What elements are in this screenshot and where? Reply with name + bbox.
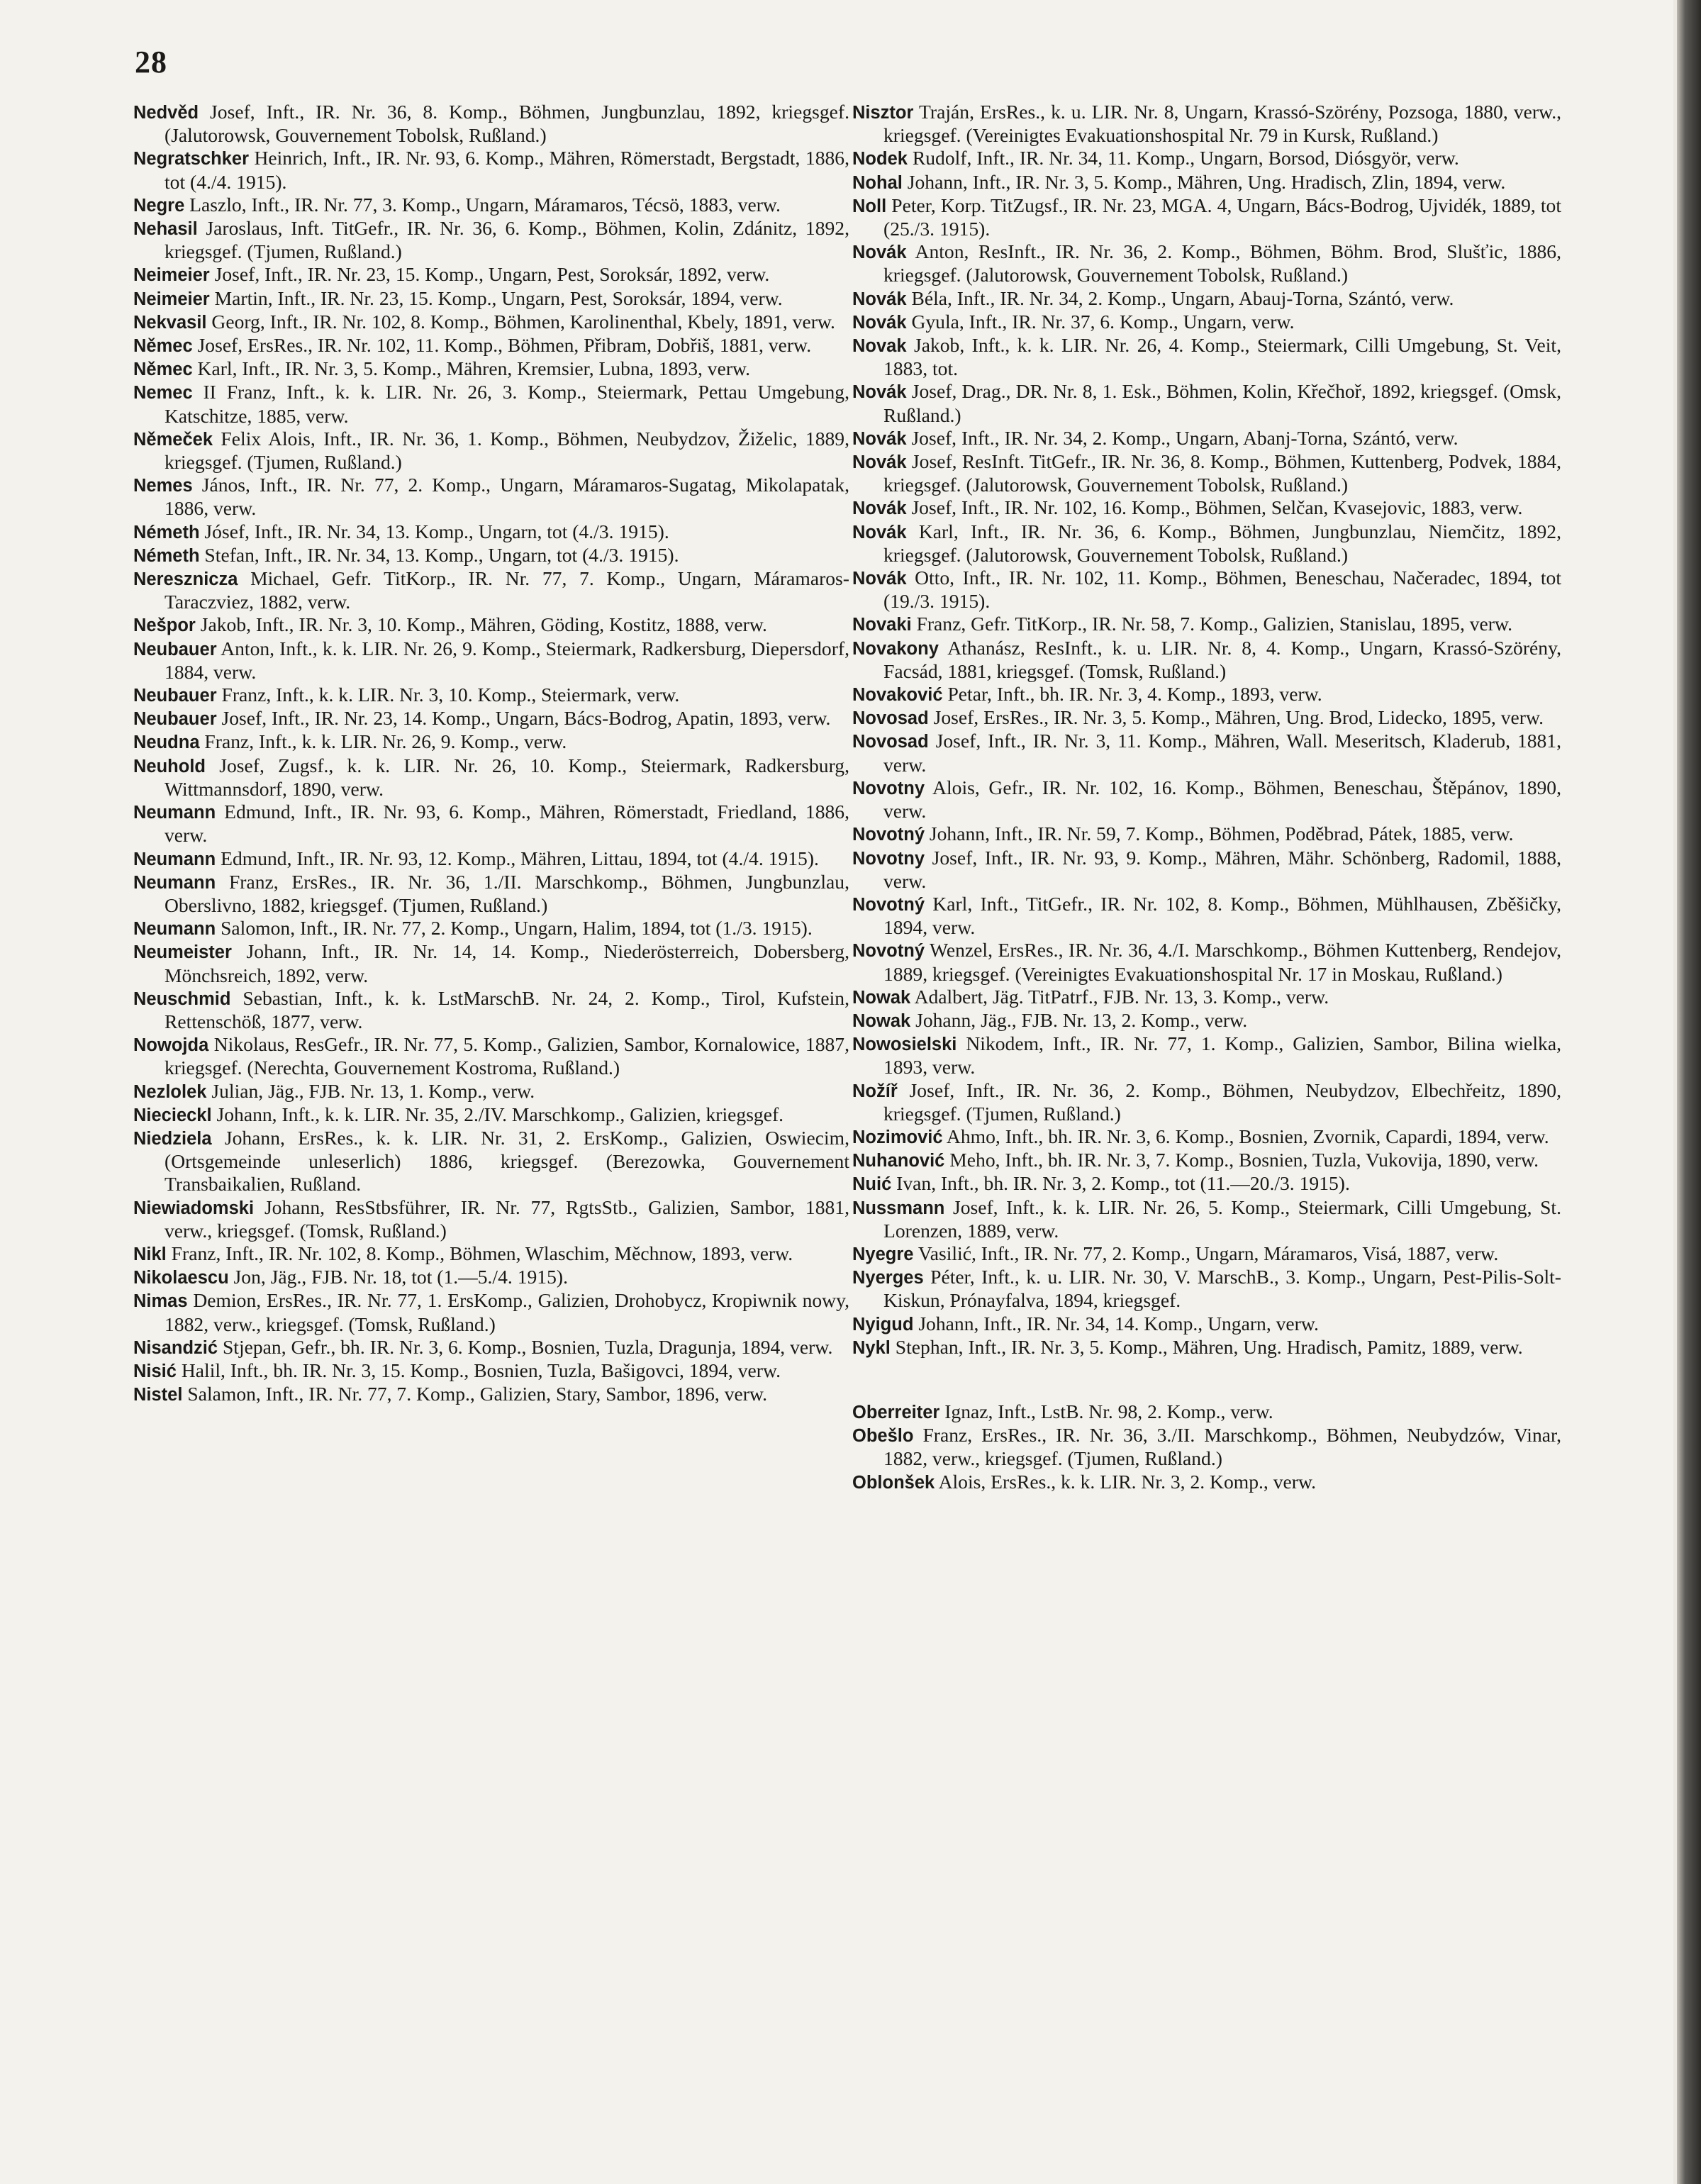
- entry-details: Josef, Inft., IR. Nr. 23, 15. Komp., Ungarn, Pest, Soroksár, 1892, verw.: [209, 263, 770, 286]
- entry-surname: Neumann: [133, 872, 216, 893]
- entry-surname: Neubauer: [133, 709, 217, 730]
- entry-details: Edmund, Inft., IR. Nr. 93, 12. Komp., Mähren, Littau, 1894, tot (4./4. 1915).: [216, 847, 819, 869]
- entry-surname: Němeček: [133, 429, 213, 450]
- entry-surname: Neumann: [133, 849, 216, 869]
- entry-details: Laszlo, Inft., IR. Nr. 77, 3. Komp., Ungarn, Máramaros, Técsö, 1883, verw.: [184, 193, 781, 216]
- list-entry: [852, 683, 1561, 706]
- entry-surname: Novák: [852, 522, 907, 542]
- entry-details: Georg, Inft., IR. Nr. 102, 8. Komp., Böhmen, Karolinenthal, Kbely, 1891, verw.: [206, 310, 835, 333]
- entry-surname: Obešlo: [852, 1426, 914, 1447]
- entry-surname: Neubauer: [133, 639, 217, 659]
- entry-surname: Oberreiter: [852, 1402, 940, 1422]
- list-entry: [852, 1471, 1561, 1494]
- entry-details: Josef, Inft., IR. Nr. 36, 2. Komp., Böhmen, Neubydzov, Elbechřeitz, 1890, kriegsgef. (Tjumen, Rußland.): [883, 1079, 1561, 1125]
- list-entry: [133, 637, 849, 684]
- list-entry: [852, 847, 1561, 893]
- entry-surname: Neresznicza: [133, 569, 238, 590]
- entry-surname: Novák: [852, 289, 907, 309]
- entry-surname: Nisztor: [852, 103, 914, 123]
- entry-surname: Novák: [852, 428, 907, 449]
- entry-details: Alois, ErsRes., k. k. LIR. Nr. 3, 2. Komp., verw.: [935, 1470, 1316, 1493]
- entry-surname: Nekvasil: [133, 312, 207, 333]
- list-entry: [133, 940, 849, 986]
- entry-details: Jaroslaus, Inft. TitGefr., IR. Nr. 36, 6. Komp., Böhmen, Kolin, Zdánitz, 1892, kriegsgef. (Tjumen, Rußland.): [164, 217, 849, 263]
- entry-details: Stjepan, Gefr., bh. IR. Nr. 3, 6. Komp., Bosnien, Tuzla, Dragunja, 1894, verw.: [218, 1335, 833, 1358]
- entry-details: Josef, Inft., IR. Nr. 36, 8. Komp., Böhmen, Jungbunzlau, 1892, kriegsgef. (Jalutorowsk, Gouvernement Tobolsk, Rußland.): [164, 101, 849, 147]
- entry-details: Demion, ErsRes., IR. Nr. 77, 1. ErsKomp., Galizien, Drohobycz, Kropiwnik nowy, 1882, verw., kriegsgef. (Tomsk, Rußland.): [164, 1289, 849, 1335]
- entry-details: Stephan, Inft., IR. Nr. 3, 5. Komp., Mähren, Ung. Hradisch, Pamitz, 1889, verw.: [890, 1335, 1523, 1358]
- entry-details: Otto, Inft., IR. Nr. 102, 11. Komp., Böhmen, Beneschau, Načeradec, 1894, tot (19./3. 1915).: [883, 567, 1561, 613]
- entry-surname: Neuschmid: [133, 988, 231, 1009]
- entry-surname: Nyegre: [852, 1244, 914, 1264]
- entry-details: Peter, Korp. TitZugsf., IR. Nr. 23, MGA. 4, Ungarn, Bács-Bodrog, Ujvidék, 1889, tot (25./3. 1915).: [883, 194, 1561, 240]
- entry-details: Athanász, ResInft., k. u. LIR. Nr. 8, 4. Komp., Ungarn, Krassó-Szörény, Facsád, 1881, kriegsgef. (Tomsk, Rußland.): [883, 636, 1561, 682]
- list-entry: [852, 776, 1561, 823]
- entry-details: Salamon, Inft., IR. Nr. 77, 7. Komp., Galizien, Stary, Sambor, 1896, verw.: [182, 1383, 767, 1405]
- entry-details: Johann, Inft., IR. Nr. 34, 14. Komp., Ungarn, verw.: [913, 1312, 1319, 1335]
- entry-details: Franz, Inft., IR. Nr. 102, 8. Komp., Böhmen, Wlaschim, Měchnow, 1893, verw.: [166, 1242, 793, 1264]
- entry-surname: Niedziela: [133, 1128, 212, 1149]
- list-entry: [852, 311, 1561, 334]
- list-entry: [133, 567, 849, 613]
- entry-details: Karl, Inft., IR. Nr. 3, 5. Komp., Mähren, Kremsier, Lubna, 1893, verw.: [192, 357, 751, 380]
- list-entry: [133, 987, 849, 1033]
- list-entry: [852, 893, 1561, 939]
- right-column: [852, 101, 1561, 1494]
- entry-details: Jakob, Inft., IR. Nr. 3, 10. Komp., Mähren, Göding, Kostitz, 1888, verw.: [195, 613, 767, 636]
- entry-details: Johann, Inft., IR. Nr. 59, 7. Komp., Böhmen, Poděbrad, Pátek, 1885, verw.: [925, 823, 1514, 845]
- entry-details: II Franz, Inft., k. k. LIR. Nr. 26, 3. Komp., Steiermark, Pettau Umgebung, Katschitze, 1885, verw.: [164, 381, 849, 427]
- entry-details: Josef, Inft., IR. Nr. 93, 9. Komp., Mähren, Mähr. Schönberg, Radomil, 1888, verw.: [883, 846, 1561, 892]
- list-entry: [133, 1383, 849, 1406]
- list-entry: [133, 428, 849, 474]
- list-entry: [133, 1266, 849, 1289]
- entry-surname: Nyerges: [852, 1268, 924, 1288]
- entry-details: Michael, Gefr. TitKorp., IR. Nr. 77, 7. Komp., Ungarn, Máramaros-Taraczviez, 1882, verw.: [164, 567, 849, 613]
- entry-details: Josef, Inft., IR. Nr. 3, 11. Komp., Mähren, Wall. Meseritsch, Kladerub, 1881, verw.: [883, 730, 1561, 776]
- list-entry: [133, 1033, 849, 1079]
- entry-surname: Neimeier: [133, 289, 210, 309]
- entry-surname: Nikolaescu: [133, 1268, 229, 1288]
- list-entry: [133, 544, 849, 567]
- list-entry: [852, 496, 1561, 520]
- entry-surname: Novaković: [852, 685, 943, 706]
- list-entry: [852, 1079, 1561, 1125]
- entry-details: Ignaz, Inft., LstB. Nr. 98, 2. Komp., verw.: [939, 1400, 1273, 1422]
- list-entry: [852, 706, 1561, 730]
- entry-details: Nikodem, Inft., IR. Nr. 77, 1. Komp., Galizien, Sambor, Bilina wielka, 1893, verw.: [883, 1032, 1561, 1079]
- entry-surname: Novotný: [852, 825, 925, 845]
- entry-surname: Neimeier: [133, 265, 210, 286]
- entry-surname: Nowak: [852, 1010, 911, 1031]
- list-entry: [133, 707, 849, 730]
- entry-details: Johann, ErsRes., k. k. LIR. Nr. 31, 2. ErsKomp., Galizien, Oswiecim, (Ortsgemeinde unleserlich) 1886, kriegsgef. (Berezowka, Gouvernement Transbaikalien, Rußland.: [164, 1126, 849, 1196]
- entry-surname: Neuhold: [133, 756, 206, 776]
- entry-surname: Nodek: [852, 149, 908, 169]
- entry-surname: Novotny: [852, 848, 925, 869]
- list-entry: [133, 613, 849, 637]
- entry-details: Josef, Inft., IR. Nr. 34, 2. Komp., Ungarn, Abanj-Torna, Szántó, verw.: [906, 426, 1459, 449]
- entry-details: Traján, ErsRes., k. u. LIR. Nr. 8, Ungarn, Krassó-Szörény, Pozsoga, 1880, verw., kriegsgef. (Vereinigtes Evakuationshospital Nr. 79 in Kursk, Rußland.): [883, 101, 1561, 147]
- entry-surname: Novák: [852, 243, 907, 263]
- entry-surname: Nowak: [852, 987, 911, 1008]
- list-entry: [133, 311, 849, 334]
- list-entry: [133, 217, 849, 263]
- entry-surname: Novotny: [852, 778, 925, 798]
- list-entry: [852, 334, 1561, 380]
- entry-details: Petar, Inft., bh. IR. Nr. 3, 4. Komp., 1893, verw.: [942, 683, 1322, 706]
- entry-surname: Novák: [852, 452, 907, 473]
- list-entry: [852, 1313, 1561, 1336]
- list-entry: [852, 380, 1561, 426]
- entry-surname: Németh: [133, 522, 200, 542]
- entry-surname: Novotný: [852, 894, 925, 915]
- entry-surname: Nožíř: [852, 1081, 898, 1101]
- list-entry: [133, 263, 849, 286]
- list-entry: [852, 1424, 1561, 1470]
- list-entry: [133, 287, 849, 311]
- entry-details: Meho, Inft., bh. IR. Nr. 3, 7. Komp., Bosnien, Tuzla, Vukovija, 1890, verw.: [944, 1149, 1539, 1171]
- book-edge-shadow: [1677, 0, 1701, 2184]
- entry-surname: Nemec: [133, 383, 193, 403]
- list-entry: [133, 754, 849, 801]
- list-entry: [133, 520, 849, 544]
- entry-surname: Němec: [133, 360, 193, 380]
- list-entry: [852, 287, 1561, 311]
- entry-details: Johann, Inft., k. k. LIR. Nr. 35, 2./IV. Marschkomp., Galizien, kriegsgef.: [211, 1103, 784, 1125]
- entry-surname: Neubauer: [133, 686, 217, 706]
- list-entry: [133, 1196, 849, 1242]
- entry-details: Karl, Inft., TitGefr., IR. Nr. 102, 8. Komp., Böhmen, Mühlhausen, Zběšičky, 1894, verw.: [883, 892, 1561, 939]
- list-entry: [852, 613, 1561, 636]
- list-entry: [133, 381, 849, 427]
- entry-surname: Nuhanović: [852, 1151, 945, 1171]
- entry-details: Franz, ErsRes., IR. Nr. 36, 1./II. Marschkomp., Böhmen, Jungbunzlau, Oberslivno, 1882, kriegsgef. (Tjumen, Rußland.): [164, 870, 849, 916]
- entry-surname: Neumann: [133, 803, 216, 823]
- entry-details: Jon, Jäg., FJB. Nr. 18, tot (1.—5./4. 1915).: [228, 1266, 568, 1288]
- entry-details: Rudolf, Inft., IR. Nr. 34, 11. Komp., Ungarn, Borsod, Diósgyör, verw.: [907, 147, 1459, 169]
- entry-details: Jósef, Inft., IR. Nr. 34, 13. Komp., Ungarn, tot (4./3. 1915).: [199, 520, 669, 542]
- entry-details: Josef, Inft., IR. Nr. 23, 14. Komp., Ungarn, Bács-Bodrog, Apatin, 1893, verw.: [216, 707, 831, 730]
- entry-surname: Nisandzić: [133, 1337, 218, 1358]
- list-entry: [852, 637, 1561, 683]
- list-entry: [852, 1009, 1561, 1032]
- entry-surname: Nykl: [852, 1337, 891, 1358]
- list-entry: [133, 101, 849, 147]
- list-entry: [852, 1125, 1561, 1149]
- list-entry: [133, 1242, 849, 1266]
- entry-details: Josef, Inft., IR. Nr. 102, 16. Komp., Böhmen, Selčan, Kvasejovic, 1883, verw.: [906, 496, 1523, 519]
- section-gap: [852, 1359, 1561, 1400]
- entry-details: Anton, ResInft., IR. Nr. 36, 2. Komp., Böhmen, Böhm. Brod, Slušťic, 1886, kriegsgef. (Jalutorowsk, Gouvernement Tobolsk, Rußland.): [883, 240, 1561, 286]
- entry-details: Halil, Inft., bh. IR. Nr. 3, 15. Komp., Bosnien, Tuzla, Bašigovci, 1894, verw.: [176, 1359, 781, 1381]
- entry-details: Julian, Jäg., FJB. Nr. 13, 1. Komp., verw.: [206, 1079, 535, 1102]
- entry-surname: Nemes: [133, 476, 193, 496]
- entry-surname: Nehasil: [133, 219, 198, 240]
- entry-details: Martin, Inft., IR. Nr. 23, 15. Komp., Ungarn, Pest, Soroksár, 1894, verw.: [209, 286, 783, 309]
- entry-details: Josef, ErsRes., IR. Nr. 3, 5. Komp., Mähren, Ung. Brod, Lidecko, 1895, verw.: [928, 706, 1544, 729]
- entry-surname: Nistel: [133, 1385, 183, 1405]
- list-entry: [852, 194, 1561, 240]
- list-entry: [852, 1400, 1561, 1424]
- entry-surname: Nimas: [133, 1291, 188, 1312]
- list-entry: [852, 1172, 1561, 1196]
- list-entry: [852, 240, 1561, 286]
- list-entry: [852, 427, 1561, 450]
- list-entry: [133, 474, 849, 520]
- entry-surname: Novaki: [852, 615, 912, 635]
- entry-details: Josef, Drag., DR. Nr. 8, 1. Esk., Böhmen, Kolin, Křečhoř, 1892, kriegsgef. (Omsk, Rußland.): [883, 380, 1561, 426]
- list-entry: [852, 101, 1561, 147]
- entry-surname: Noll: [852, 196, 887, 216]
- list-entry: [133, 730, 849, 754]
- list-entry: [852, 450, 1561, 496]
- entry-details: Béla, Inft., IR. Nr. 34, 2. Komp., Ungarn, Abauj-Torna, Szántó, verw.: [906, 286, 1454, 309]
- entry-details: Stefan, Inft., IR. Nr. 34, 13. Komp., Ungarn, tot (4./3. 1915).: [199, 543, 679, 566]
- entry-details: Anton, Inft., k. k. LIR. Nr. 26, 9. Komp., Steiermark, Radkersburg, Diepersdorf, 1884, verw.: [164, 637, 849, 683]
- entry-details: Ivan, Inft., bh. IR. Nr. 3, 2. Komp., tot (11.—20./3. 1915).: [891, 1172, 1350, 1195]
- list-entry: [133, 684, 849, 707]
- entry-details: Jakob, Inft., k. k. LIR. Nr. 26, 4. Komp., Steiermark, Cilli Umgebung, St. Veit, 1883, tot.: [883, 334, 1561, 380]
- entry-surname: Němec: [133, 336, 193, 357]
- entry-surname: Neumann: [133, 919, 216, 940]
- entry-surname: Németh: [133, 545, 200, 566]
- entry-details: Franz, ErsRes., IR. Nr. 36, 3./II. Marschkomp., Böhmen, Neubydzów, Vinar, 1882, verw., kriegsgef. (Tjumen, Rußland.): [883, 1424, 1561, 1470]
- entry-details: Johann, Inft., IR. Nr. 14, 14. Komp., Niederösterreich, Dobersberg, Mönchsreich, 1892, verw.: [164, 940, 849, 986]
- entry-surname: Nikl: [133, 1244, 167, 1264]
- entry-details: Alois, Gefr., IR. Nr. 102, 16. Komp., Böhmen, Beneschau, Štěpánov, 1890, verw.: [883, 776, 1561, 823]
- entry-surname: Novák: [852, 382, 907, 403]
- entry-details: Gyula, Inft., IR. Nr. 37, 6. Komp., Ungarn, verw.: [906, 310, 1295, 333]
- list-entry: [133, 194, 849, 217]
- list-entry: [852, 730, 1561, 776]
- entry-surname: Novakony: [852, 638, 939, 659]
- list-entry: [133, 1127, 849, 1196]
- entry-details: Franz, Inft., k. k. LIR. Nr. 3, 10. Komp., Steiermark, verw.: [216, 684, 680, 706]
- entry-surname: Nedvěd: [133, 103, 199, 123]
- entry-surname: Neumeister: [133, 942, 232, 963]
- list-entry: [852, 823, 1561, 846]
- entry-details: Josef, ResInft. TitGefr., IR. Nr. 36, 8. Komp., Böhmen, Kuttenberg, Podvek, 1884, kriegsgef. (Jalutorowsk, Gouvernement Tobolsk, Rußland.): [883, 450, 1561, 496]
- entry-details: Felix Alois, Inft., IR. Nr. 36, 1. Komp., Böhmen, Neubydzov, Žiželic, 1889, kriegsgef. (Tjumen, Rußland.): [164, 427, 849, 474]
- entry-details: Wenzel, ErsRes., IR. Nr. 36, 4./I. Marschkomp., Böhmen Kuttenberg, Rendejov, 1889, kriegsgef. (Vereinigtes Evakuationshospital Nr. 17 in Moskau, Rußland.): [883, 939, 1561, 985]
- entry-surname: Nowosielski: [852, 1035, 957, 1055]
- list-entry: [133, 1289, 849, 1335]
- entry-details: Ahmo, Inft., bh. IR. Nr. 3, 6. Komp., Bosnien, Zvornik, Capardi, 1894, verw.: [942, 1125, 1549, 1147]
- list-entry: [852, 147, 1561, 170]
- list-entry: [852, 1149, 1561, 1172]
- entry-surname: Nyigud: [852, 1314, 914, 1335]
- entry-surname: Nezlolek: [133, 1081, 207, 1102]
- entry-details: Johann, ResStbsführer, IR. Nr. 77, RgtsStb., Galizien, Sambor, 1881, verw., kriegsgef. (Tomsk, Rußland.): [164, 1196, 849, 1242]
- list-entry: [133, 1080, 849, 1103]
- entry-surname: Novák: [852, 498, 907, 519]
- entry-surname: Niewiadomski: [133, 1198, 255, 1218]
- entry-details: Adalbert, Jäg. TitPatrf., FJB. Nr. 13, 3. Komp., verw.: [910, 985, 1329, 1008]
- entry-surname: Novák: [852, 569, 907, 589]
- entry-surname: Oblonšek: [852, 1472, 935, 1493]
- list-entry: [852, 171, 1561, 194]
- list-entry: [852, 1196, 1561, 1242]
- entry-details: Edmund, Inft., IR. Nr. 93, 6. Komp., Mähren, Römerstadt, Friedland, 1886, verw.: [164, 801, 849, 847]
- left-column: [133, 101, 849, 1406]
- entry-surname: Nussmann: [852, 1198, 945, 1218]
- entry-details: Péter, Inft., k. u. LIR. Nr. 30, V. MarschB., 3. Komp., Ungarn, Pest-Pilis-Solt-Kiskun, Prónayfalva, 1894, kriegsgef.: [883, 1266, 1561, 1312]
- entry-details: Salomon, Inft., IR. Nr. 77, 2. Komp., Ungarn, Halim, 1894, tot (1./3. 1915).: [216, 917, 813, 940]
- entry-surname: Novosad: [852, 708, 929, 729]
- entry-details: Josef, Zugsf., k. k. LIR. Nr. 26, 10. Komp., Steiermark, Radkersburg, Wittmannsdorf, 1890, verw.: [164, 754, 849, 800]
- entry-details: János, Inft., IR. Nr. 77, 2. Komp., Ungarn, Máramaros-Sugatag, Mikolapatak, 1886, verw.: [164, 474, 849, 520]
- list-entry: [852, 1336, 1561, 1359]
- entry-surname: Nuić: [852, 1174, 892, 1195]
- entry-details: Franz, Inft., k. k. LIR. Nr. 26, 9. Komp., verw.: [199, 730, 567, 753]
- entry-surname: Neudna: [133, 732, 200, 753]
- entry-surname: Nisić: [133, 1361, 177, 1381]
- entry-details: Franz, Gefr. TitKorp., IR. Nr. 58, 7. Komp., Galizien, Stanislau, 1895, verw.: [911, 613, 1513, 635]
- page-number: 28: [135, 45, 167, 79]
- list-entry: [133, 1359, 849, 1383]
- entry-details: Karl, Inft., IR. Nr. 36, 6. Komp., Böhmen, Jungbunzlau, Niemčitz, 1892, kriegsgef. (Jalutorowsk, Gouvernement Tobolsk, Rußland.): [883, 520, 1561, 566]
- list-entry: [133, 917, 849, 940]
- entry-surname: Nowojda: [133, 1035, 209, 1056]
- list-entry: [133, 334, 849, 357]
- list-entry: [852, 1242, 1561, 1266]
- entry-details: Sebastian, Inft., k. k. LstMarschB. Nr. 24, 2. Komp., Tirol, Kufstein, Rettenschöß, 1877, verw.: [164, 986, 849, 1032]
- list-entry: [852, 567, 1561, 613]
- list-entry: [133, 1103, 849, 1127]
- entry-surname: Novák: [852, 312, 907, 333]
- list-entry: [133, 801, 849, 847]
- entry-surname: Nešpor: [133, 615, 196, 636]
- list-entry: [133, 147, 849, 193]
- entry-details: Josef, ErsRes., IR. Nr. 102, 11. Komp., Böhmen, Přibram, Dobřiš, 1881, verw.: [192, 334, 812, 357]
- entry-surname: Niecieckl: [133, 1105, 212, 1125]
- entry-surname: Negre: [133, 195, 185, 216]
- entry-surname: Negratschker: [133, 149, 249, 169]
- entry-surname: Nohal: [852, 172, 903, 193]
- entry-details: Johann, Inft., IR. Nr. 3, 5. Komp., Mähren, Ung. Hradisch, Zlin, 1894, verw.: [902, 170, 1506, 193]
- entry-surname: Novak: [852, 336, 907, 357]
- entry-details: Vasilić, Inft., IR. Nr. 77, 2. Komp., Ungarn, Máramaros, Visá, 1887, verw.: [913, 1242, 1499, 1264]
- list-entry: [133, 871, 849, 917]
- list-entry: [852, 986, 1561, 1009]
- list-entry: [133, 1336, 849, 1359]
- list-entry: [852, 1266, 1561, 1312]
- entry-surname: Nozimović: [852, 1127, 943, 1147]
- list-entry: [133, 847, 849, 871]
- entry-surname: Novotný: [852, 941, 925, 962]
- entry-details: Josef, Inft., k. k. LIR. Nr. 26, 5. Komp., Steiermark, Cilli Umgebung, St. Lorenzen, 1889, verw.: [883, 1196, 1561, 1242]
- list-entry: [852, 520, 1561, 567]
- list-entry: [133, 357, 849, 381]
- entry-details: Heinrich, Inft., IR. Nr. 93, 6. Komp., Mähren, Römerstadt, Bergstadt, 1886, tot (4./4. 1915).: [164, 147, 849, 193]
- entry-surname: Novosad: [852, 732, 929, 752]
- list-entry: [852, 1032, 1561, 1079]
- entry-details: Nikolaus, ResGefr., IR. Nr. 77, 5. Komp., Galizien, Sambor, Kornalowice, 1887, kriegsgef. (Nerechta, Gouvernement Kostroma, Rußland.): [164, 1033, 849, 1079]
- entry-details: Johann, Jäg., FJB. Nr. 13, 2. Komp., verw.: [910, 1008, 1248, 1031]
- list-entry: [852, 939, 1561, 985]
